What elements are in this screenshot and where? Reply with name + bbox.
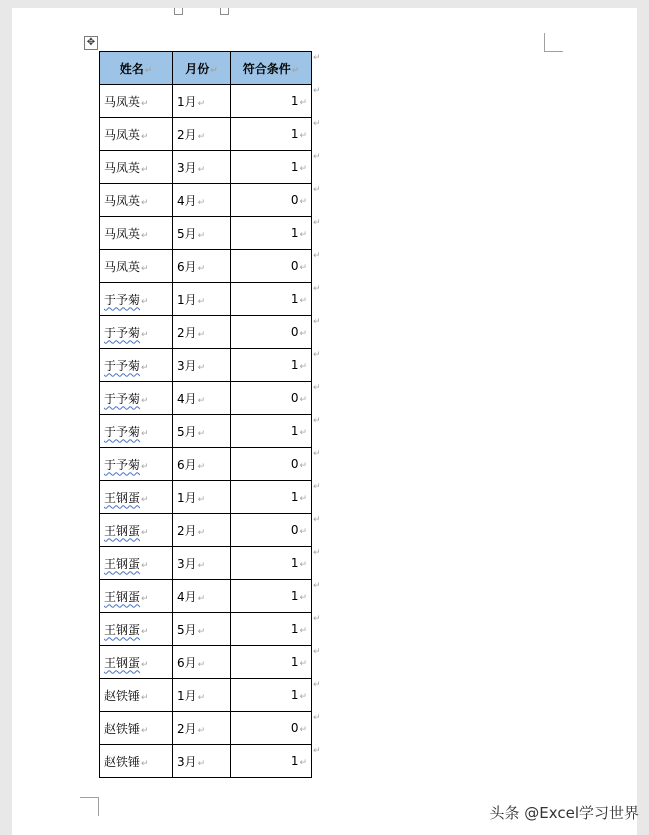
name-text: 于予菊 bbox=[104, 358, 141, 373]
table-row bbox=[100, 151, 312, 184]
cell-month[interactable]: 2月↵ bbox=[173, 514, 231, 547]
ruler-margin-marker[interactable] bbox=[220, 8, 229, 15]
cell-qualified[interactable]: 1↵ bbox=[231, 481, 312, 514]
month-text: 3月 bbox=[177, 754, 197, 769]
table-row bbox=[100, 349, 312, 382]
table-row bbox=[100, 217, 312, 250]
cell-qualified[interactable]: 1↵ bbox=[231, 349, 312, 382]
cell-month[interactable]: 5月↵ bbox=[173, 415, 231, 448]
cell-name[interactable]: 马凤英↵ bbox=[100, 250, 173, 283]
name-text: 马凤英 bbox=[104, 259, 141, 274]
header-month[interactable]: 月份↵ bbox=[173, 52, 231, 85]
name-text: 王钢蛋 bbox=[104, 490, 141, 505]
month-text: 3月 bbox=[177, 160, 197, 175]
name-text: 赵铁锤 bbox=[104, 688, 141, 703]
cell-name[interactable]: 王钢蛋↵ bbox=[100, 481, 173, 514]
name-text: 王钢蛋 bbox=[104, 556, 141, 571]
cell-month[interactable]: 2月↵ bbox=[173, 316, 231, 349]
margin-corner-top-right bbox=[544, 33, 563, 52]
month-text: 2月 bbox=[177, 127, 197, 142]
cell-qualified[interactable]: 1↵ bbox=[231, 217, 312, 250]
cell-name[interactable]: 王钢蛋↵ bbox=[100, 580, 173, 613]
qualified-value: 1 bbox=[290, 94, 299, 108]
month-text: 6月 bbox=[177, 655, 197, 670]
cell-month[interactable]: 3月↵ bbox=[173, 349, 231, 382]
table-row bbox=[100, 85, 312, 118]
table-row bbox=[100, 514, 312, 547]
cell-qualified[interactable]: 1↵ bbox=[231, 745, 312, 778]
month-text: 5月 bbox=[177, 226, 197, 241]
row-end-mark: ↵ bbox=[313, 449, 321, 459]
name-text: 马凤英 bbox=[104, 160, 141, 175]
name-text: 马凤英 bbox=[104, 94, 141, 109]
cell-month[interactable]: 1月↵ bbox=[173, 85, 231, 118]
cell-qualified[interactable]: 1↵ bbox=[231, 85, 312, 118]
table-row bbox=[100, 712, 312, 745]
row-end-mark: ↵ bbox=[313, 581, 321, 591]
row-end-mark: ↵ bbox=[313, 383, 321, 393]
table-row bbox=[100, 547, 312, 580]
cell-qualified[interactable]: 1↵ bbox=[231, 118, 312, 151]
cell-qualified[interactable]: 1↵ bbox=[231, 646, 312, 679]
name-text: 马凤英 bbox=[104, 127, 141, 142]
row-end-mark: ↵ bbox=[313, 614, 321, 624]
cell-month[interactable]: 6月↵ bbox=[173, 646, 231, 679]
cell-month[interactable]: 6月↵ bbox=[173, 448, 231, 481]
cell-month[interactable]: 1月↵ bbox=[173, 679, 231, 712]
cell-qualified[interactable]: 0↵ bbox=[231, 382, 312, 415]
month-text: 3月 bbox=[177, 556, 197, 571]
cell-month[interactable]: 1月↵ bbox=[173, 481, 231, 514]
table-row bbox=[100, 646, 312, 679]
row-end-mark: ↵ bbox=[313, 53, 321, 63]
row-end-mark: ↵ bbox=[313, 680, 321, 690]
table-row bbox=[100, 283, 312, 316]
cell-month[interactable]: 5月↵ bbox=[173, 217, 231, 250]
cell-month[interactable]: 3月↵ bbox=[173, 547, 231, 580]
month-text: 3月 bbox=[177, 358, 197, 373]
row-end-mark: ↵ bbox=[313, 515, 321, 525]
table-row bbox=[100, 745, 312, 778]
qualified-value: 0 bbox=[290, 721, 299, 735]
row-end-mark: ↵ bbox=[313, 713, 321, 723]
month-text: 5月 bbox=[177, 424, 197, 439]
qualified-value: 1 bbox=[290, 754, 299, 768]
cell-month[interactable]: 5月↵ bbox=[173, 613, 231, 646]
cell-name[interactable]: 于予菊↵ bbox=[100, 415, 173, 448]
cell-name[interactable]: 于予菊↵ bbox=[100, 316, 173, 349]
month-text: 1月 bbox=[177, 688, 197, 703]
qualified-value: 0 bbox=[290, 457, 299, 471]
qualified-value: 1 bbox=[290, 358, 299, 372]
table-row bbox=[100, 250, 312, 283]
qualified-value: 0 bbox=[290, 193, 299, 207]
cell-qualified[interactable]: 1↵ bbox=[231, 580, 312, 613]
row-end-mark: ↵ bbox=[313, 482, 321, 492]
qualified-value: 1 bbox=[290, 160, 299, 174]
table-row bbox=[100, 118, 312, 151]
month-text: 4月 bbox=[177, 589, 197, 604]
name-text: 赵铁锤 bbox=[104, 754, 141, 769]
row-end-mark: ↵ bbox=[313, 218, 321, 228]
cell-month[interactable]: 1月↵ bbox=[173, 283, 231, 316]
table-row bbox=[100, 679, 312, 712]
table-row bbox=[100, 448, 312, 481]
row-end-mark: ↵ bbox=[313, 647, 321, 657]
qualified-value: 1 bbox=[290, 292, 299, 306]
month-text: 2月 bbox=[177, 523, 197, 538]
qualified-value: 1 bbox=[290, 589, 299, 603]
qualified-value: 0 bbox=[290, 259, 299, 273]
name-text: 王钢蛋 bbox=[104, 622, 141, 637]
qualified-value: 1 bbox=[290, 622, 299, 636]
row-end-mark: ↵ bbox=[313, 317, 321, 327]
qualified-value: 1 bbox=[290, 655, 299, 669]
row-end-mark: ↵ bbox=[313, 152, 321, 162]
name-text: 马凤英 bbox=[104, 193, 141, 208]
table-body bbox=[100, 85, 312, 778]
table-row bbox=[100, 481, 312, 514]
margin-corner-bottom-left bbox=[80, 797, 99, 816]
cell-month[interactable]: 3月↵ bbox=[173, 151, 231, 184]
month-text: 2月 bbox=[177, 721, 197, 736]
cell-month[interactable]: 4月↵ bbox=[173, 184, 231, 217]
qualified-value: 0 bbox=[290, 391, 299, 405]
cell-qualified[interactable]: 0↵ bbox=[231, 184, 312, 217]
qualified-value: 1 bbox=[290, 127, 299, 141]
cell-name[interactable]: 赵铁锤↵ bbox=[100, 679, 173, 712]
cell-qualified[interactable]: 1↵ bbox=[231, 679, 312, 712]
name-text: 王钢蛋 bbox=[104, 523, 141, 538]
name-text: 于予菊 bbox=[104, 391, 141, 406]
qualified-value: 1 bbox=[290, 424, 299, 438]
qualified-value: 1 bbox=[290, 490, 299, 504]
cell-name[interactable]: 马凤英↵ bbox=[100, 217, 173, 250]
row-end-mark: ↵ bbox=[313, 119, 321, 129]
qualified-value: 1 bbox=[290, 556, 299, 570]
row-end-mark: ↵ bbox=[313, 416, 321, 426]
name-text: 于予菊 bbox=[104, 292, 141, 307]
cell-name[interactable]: 于予菊↵ bbox=[100, 382, 173, 415]
row-end-mark: ↵ bbox=[313, 746, 321, 756]
table-row bbox=[100, 613, 312, 646]
table-row bbox=[100, 184, 312, 217]
cell-qualified[interactable]: 0↵ bbox=[231, 712, 312, 745]
cell-month[interactable]: 6月↵ bbox=[173, 250, 231, 283]
qualified-value: 1 bbox=[290, 226, 299, 240]
header-row bbox=[100, 52, 312, 85]
cell-name[interactable]: 马凤英↵ bbox=[100, 184, 173, 217]
cell-name[interactable]: 马凤英↵ bbox=[100, 118, 173, 151]
table-move-handle-icon[interactable]: ✥ bbox=[84, 36, 98, 50]
cell-month[interactable]: 2月↵ bbox=[173, 712, 231, 745]
month-text: 1月 bbox=[177, 292, 197, 307]
row-end-mark: ↵ bbox=[313, 86, 321, 96]
header-name[interactable]: 姓名↵ bbox=[100, 52, 173, 85]
cell-name[interactable]: 王钢蛋↵ bbox=[100, 514, 173, 547]
row-end-mark: ↵ bbox=[313, 251, 321, 261]
watermark-text: 头条 @Excel学习世界 bbox=[489, 804, 639, 822]
cell-name[interactable]: 赵铁锤↵ bbox=[100, 745, 173, 778]
cell-month[interactable]: 4月↵ bbox=[173, 580, 231, 613]
cell-qualified[interactable]: 0↵ bbox=[231, 316, 312, 349]
data-table bbox=[99, 51, 312, 778]
cell-name[interactable]: 王钢蛋↵ bbox=[100, 646, 173, 679]
cell-qualified[interactable]: 0↵ bbox=[231, 250, 312, 283]
cell-name[interactable]: 于予菊↵ bbox=[100, 349, 173, 382]
qualified-value: 1 bbox=[290, 688, 299, 702]
cell-name[interactable]: 马凤英↵ bbox=[100, 85, 173, 118]
table-row bbox=[100, 580, 312, 613]
table-row bbox=[100, 415, 312, 448]
name-text: 马凤英 bbox=[104, 226, 141, 241]
cell-month[interactable]: 3月↵ bbox=[173, 745, 231, 778]
cell-month[interactable]: 2月↵ bbox=[173, 118, 231, 151]
month-text: 1月 bbox=[177, 94, 197, 109]
name-text: 于予菊 bbox=[104, 325, 141, 340]
cell-qualified[interactable]: 1↵ bbox=[231, 613, 312, 646]
cell-qualified[interactable]: 0↵ bbox=[231, 448, 312, 481]
row-end-mark: ↵ bbox=[313, 548, 321, 558]
name-text: 赵铁锤 bbox=[104, 721, 141, 736]
cell-name[interactable]: 马凤英↵ bbox=[100, 151, 173, 184]
cell-name[interactable]: 王钢蛋↵ bbox=[100, 613, 173, 646]
cell-name[interactable]: 赵铁锤↵ bbox=[100, 712, 173, 745]
month-text: 2月 bbox=[177, 325, 197, 340]
month-text: 5月 bbox=[177, 622, 197, 637]
ruler-indent-marker[interactable] bbox=[174, 8, 183, 15]
name-text: 于予菊 bbox=[104, 424, 141, 439]
month-text: 6月 bbox=[177, 259, 197, 274]
cell-name[interactable]: 于予菊↵ bbox=[100, 283, 173, 316]
cell-qualified[interactable]: 1↵ bbox=[231, 151, 312, 184]
cell-month[interactable]: 4月↵ bbox=[173, 382, 231, 415]
qualified-value: 0 bbox=[290, 325, 299, 339]
name-text: 王钢蛋 bbox=[104, 589, 141, 604]
cell-qualified[interactable]: 1↵ bbox=[231, 283, 312, 316]
name-text: 于予菊 bbox=[104, 457, 141, 472]
table-row bbox=[100, 382, 312, 415]
qualified-value: 0 bbox=[290, 523, 299, 537]
cell-qualified[interactable]: 0↵ bbox=[231, 514, 312, 547]
month-text: 6月 bbox=[177, 457, 197, 472]
cell-qualified[interactable]: 1↵ bbox=[231, 415, 312, 448]
month-text: 1月 bbox=[177, 490, 197, 505]
month-text: 4月 bbox=[177, 391, 197, 406]
month-text: 4月 bbox=[177, 193, 197, 208]
row-end-mark: ↵ bbox=[313, 350, 321, 360]
table-row bbox=[100, 316, 312, 349]
row-end-mark: ↵ bbox=[313, 185, 321, 195]
row-end-mark: ↵ bbox=[313, 284, 321, 294]
header-qualified[interactable]: 符合条件↵ bbox=[231, 52, 312, 85]
cell-name[interactable]: 于予菊↵ bbox=[100, 448, 173, 481]
cell-qualified[interactable]: 1↵ bbox=[231, 547, 312, 580]
cell-name[interactable]: 王钢蛋↵ bbox=[100, 547, 173, 580]
name-text: 王钢蛋 bbox=[104, 655, 141, 670]
